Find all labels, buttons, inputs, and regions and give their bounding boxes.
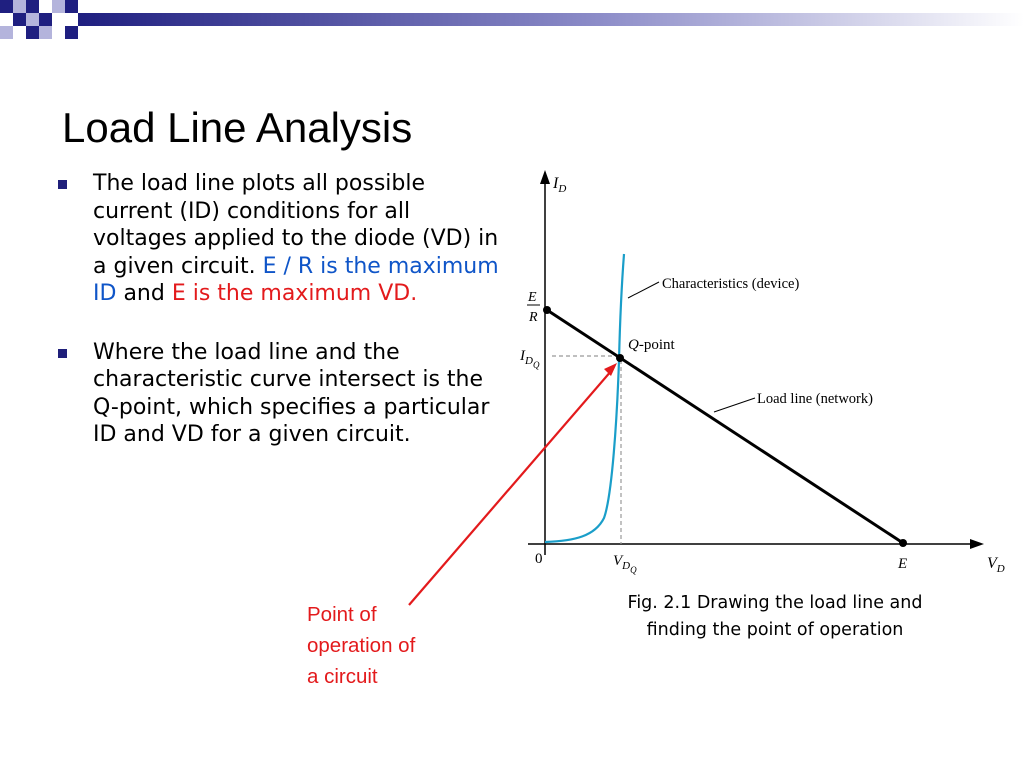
caption-line: Fig. 2.1 Drawing the load line and — [627, 593, 923, 613]
e-over-r-denominator: R — [529, 310, 538, 325]
vdq-label: $V_{DQ}$ — [613, 553, 637, 575]
characteristics-label: Characteristics (device) — [662, 276, 800, 292]
y-axis-arrow — [540, 170, 550, 184]
e-over-r-point — [543, 306, 551, 314]
point-of-operation-label — [307, 599, 467, 692]
load-line-leader — [714, 398, 755, 412]
y-axis-label: $I_D$ — [553, 175, 567, 195]
q-point — [616, 354, 624, 362]
idq-label: $I_{DQ}$ — [520, 348, 540, 370]
pointer-arrow — [409, 370, 612, 605]
origin-label: 0 — [535, 551, 543, 567]
characteristics-leader — [628, 282, 659, 298]
bullet-text-and: and — [123, 281, 165, 306]
x-axis-label: $V_D$ — [987, 555, 1005, 575]
point-label-line: Point of — [307, 603, 377, 626]
load-line — [547, 310, 903, 543]
point-label-line: a circuit — [307, 665, 378, 688]
bullet-text: Where the load line and the characteristic curve intersect is the Q-point, which specifies a particular ID and VD for a given circuit. — [93, 339, 490, 447]
caption-line: finding the point of operation — [646, 620, 904, 640]
e-over-r-numerator: E — [528, 290, 537, 305]
x-axis-arrow — [970, 539, 984, 549]
bullet-highlight-blue: E / R is the maximum ID — [93, 253, 499, 306]
e-label: E — [898, 556, 908, 572]
q-point-label: Q-point — [628, 337, 675, 353]
slide-title: Load Line Analysis — [62, 104, 413, 151]
load-line-label: Load line (network) — [757, 391, 873, 407]
e-point — [899, 539, 907, 547]
bullet-highlight-red: E is the maximum VD. — [171, 281, 418, 306]
bullet-text: The load line plots all possible current (ID) conditions for all voltages applied to the diode (VD) in a given circuit. — [93, 171, 499, 279]
figure-caption — [592, 590, 958, 644]
characteristic-curve — [545, 254, 624, 542]
point-label-line: operation of — [307, 634, 416, 657]
pointer-arrowhead — [604, 363, 617, 376]
